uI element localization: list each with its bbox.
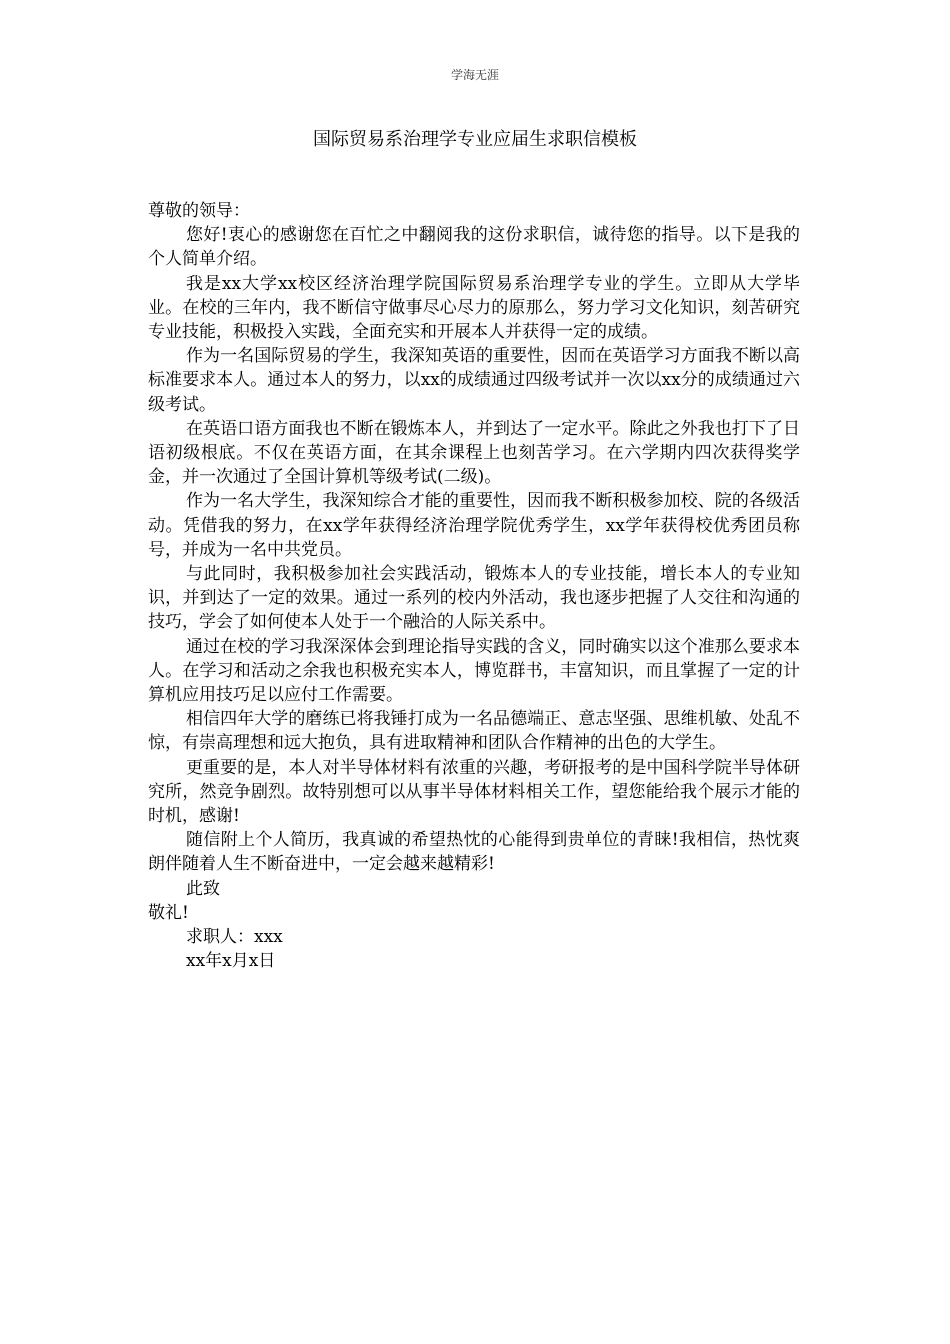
letter-body — [148, 199, 800, 974]
document-title: 国际贸易系治理学专业应届生求职信模板 — [313, 129, 637, 150]
paragraph-theory-practice: 通过在校的学习我深深体会到理论指导实践的含义，同时确实以这个准那么要求本人。在学习和活动之余我也积极充实本人，博览群书，丰富知识，而且掌握了一定的计算机应用技巧足以应付工作需要。 — [148, 636, 800, 706]
paragraph-resume: 随信附上个人简历，我真诚的希望热忱的心能得到贵单位的青睐!我相信，热忱爽朗伴随着人生不断奋进中，一定会越来越精彩! — [148, 830, 800, 875]
paragraph-oral-english: 在英语口语方面我也不断在锻炼本人，并到达了一定水平。除此之外我也打下了日语初级根底。不仅在英语方面，在其余课程上也刻苦学习。在六学期内四次获得奖学金，并一次通过了全国计算机等级考试(二级)。 — [148, 418, 800, 488]
paragraph-greeting: 您好!衷心的感谢您在百忙之中翻阅我的这份求职信，诚待您的指导。以下是我的个人简单介绍。 — [148, 225, 800, 270]
paragraph-social-practice: 与此同时，我积极参加社会实践活动，锻炼本人的专业技能，增长本人的专业知识，并到达了一定的效果。通过一系列的校内外活动，我也逐步把握了人交往和沟通的技巧，学会了如何使本人处于一个融洽的人际关系中。 — [148, 564, 800, 633]
closing-jingli: 敬礼! — [148, 902, 189, 923]
paragraph-introduction: 我是xx大学xx校区经济治理学院国际贸易系治理学专业的学生。立即从大学毕业。在校的三年内，我不断信守做事尽心尽力的原那么，努力学习文化知识，刻苦研究专业技能，积极投入实践，全面充实和开展本人并获得一定的成绩。 — [148, 273, 800, 343]
letter-date: xx年x月x日 — [186, 951, 276, 972]
closing-cizhi: 此致 — [186, 878, 220, 899]
paragraph-character: 相信四年大学的磨练已将我锤打成为一名品德端正、意志坚强、思维机敏、处乱不惊，有崇高理想和远大抱负，具有进取精神和团队合作精神的出色的大学生。 — [148, 709, 800, 754]
salutation: 尊敬的领导： — [148, 201, 250, 221]
applicant-signature: 求职人：xxx — [186, 927, 283, 948]
paragraph-english: 作为一名国际贸易的学生，我深知英语的重要性，因而在英语学习方面我不断以高标准要求本人。通过本人的努力，以xx的成绩通过四级考试并一次以xx分的成绩通过六级考试。 — [148, 346, 800, 415]
page-header: 学海无涯 — [450, 68, 499, 82]
paragraph-activities: 作为一名大学生，我深知综合才能的重要性，因而我不断积极参加校、院的各级活动。凭借我的努力，在xx学年获得经济治理学院优秀学生，xx学年获得校优秀团员称号，并成为一名中共党员。 — [148, 491, 800, 560]
paragraph-semiconductor: 更重要的是，本人对半导体材料有浓重的兴趣，考研报考的是中国科学院半导体研究所，然竞争剧烈。故特别想可以从事半导体材料相关工作，望您能给我个展示才能的时机，感谢! — [148, 757, 800, 827]
